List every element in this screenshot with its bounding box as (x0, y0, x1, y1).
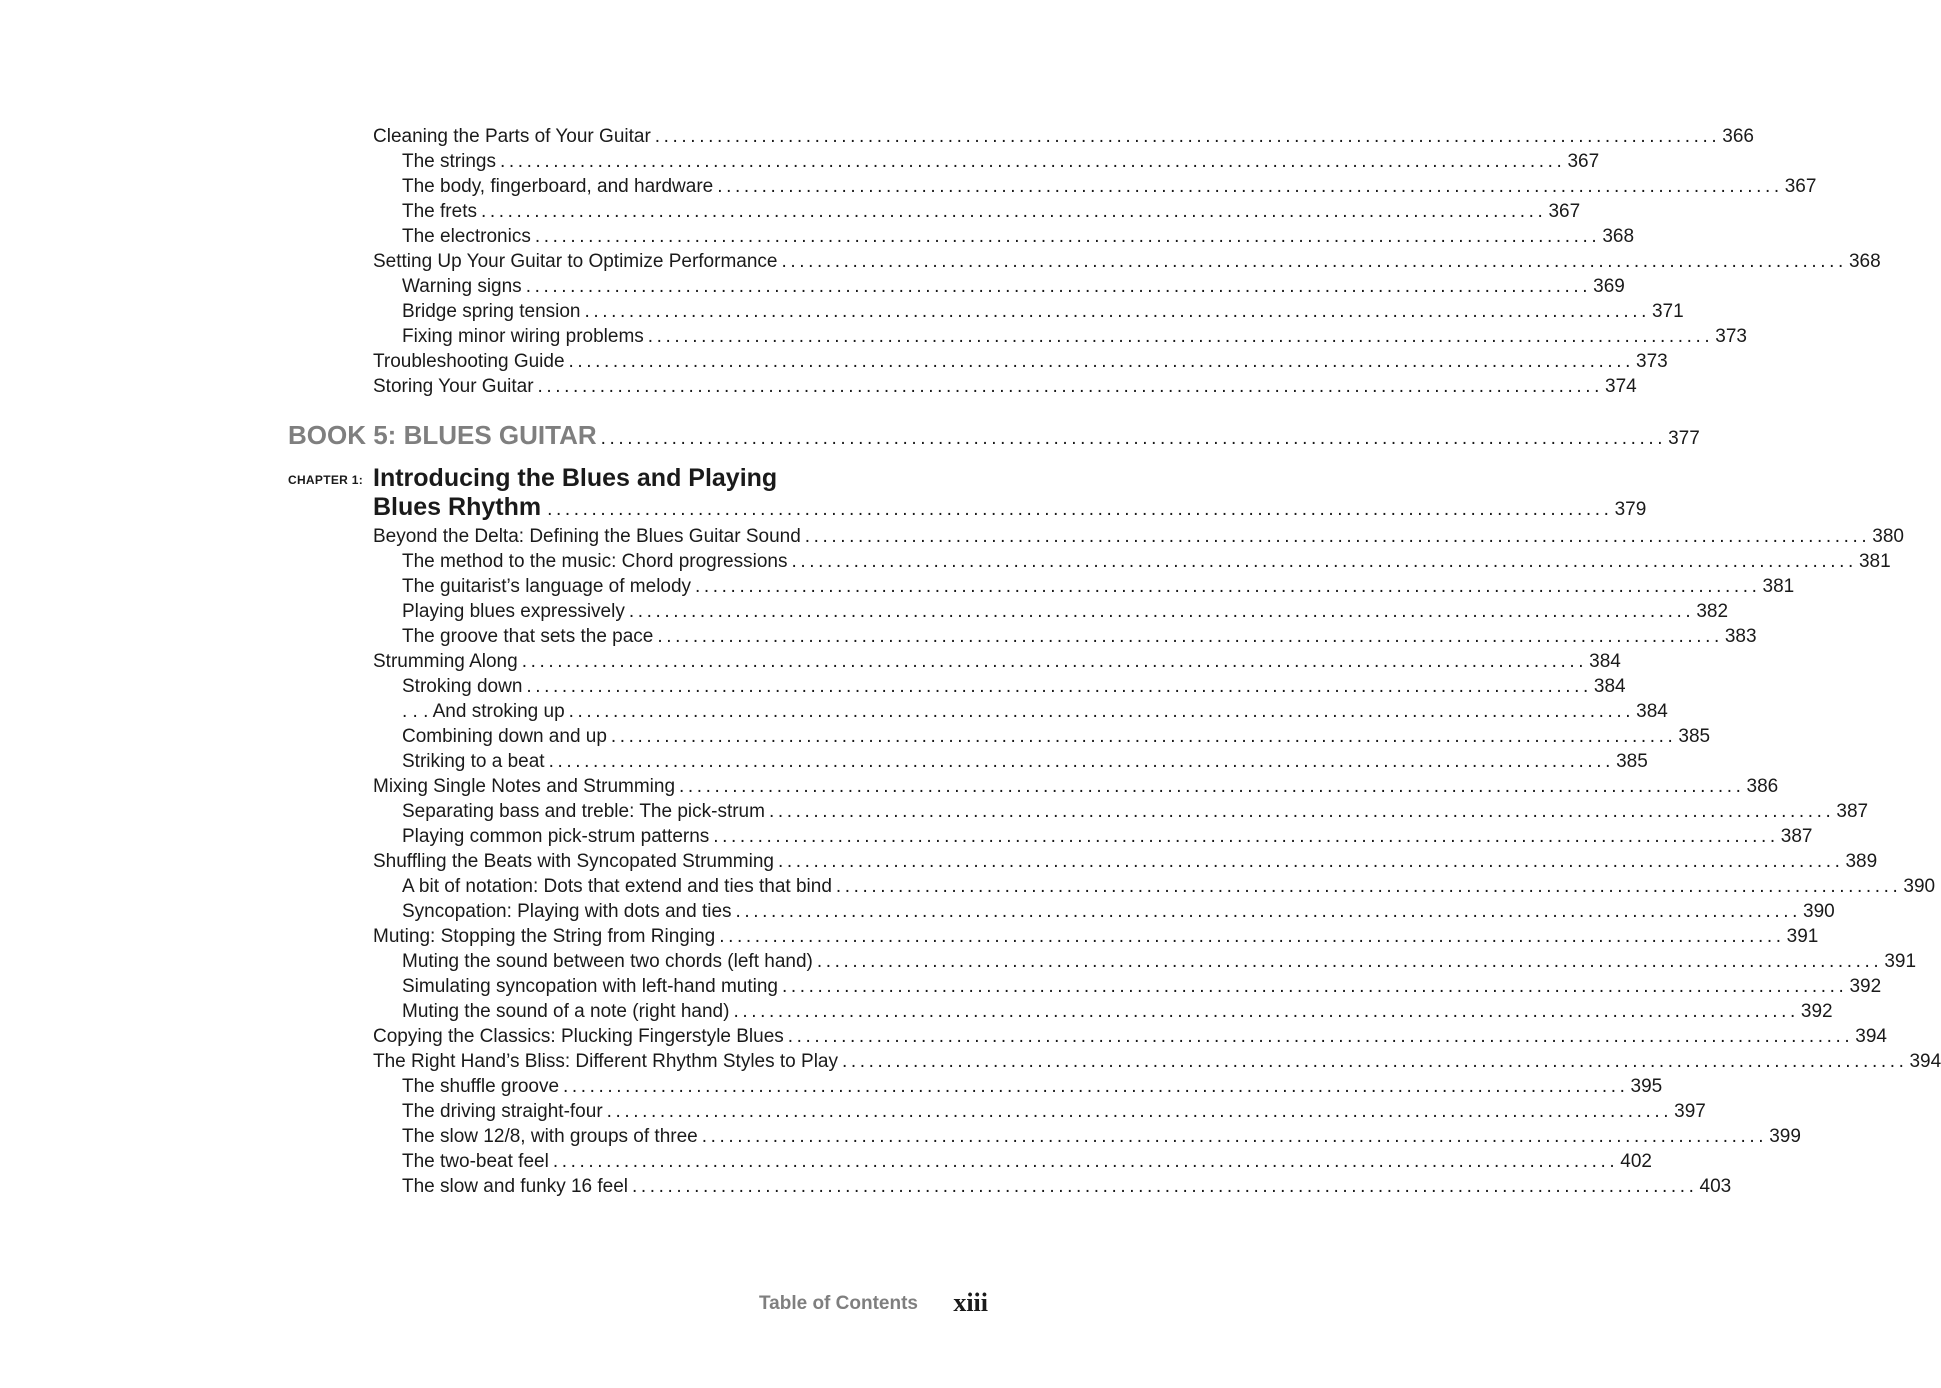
toc-entry-page: 387 (1780, 826, 1813, 847)
toc-entry-label: The guitarist’s language of melody (402, 576, 692, 597)
toc-entry-page: 367 (1567, 151, 1600, 172)
toc-entry[interactable] (402, 999, 1833, 1024)
book-heading[interactable] (288, 418, 1700, 452)
toc-entry-label: Syncopation: Playing with dots and ties (402, 901, 732, 922)
dot-leader: ........................................................................................................................ (534, 226, 1601, 247)
dot-leader: ........................................................................................................................ (781, 976, 1848, 997)
toc-entry-label: Copying the Classics: Plucking Fingerstyle Blues (373, 1026, 784, 1047)
toc-entry-page: 390 (1803, 901, 1835, 922)
dot-leader: ........................................................................................................................ (791, 551, 1857, 572)
book-heading-label: BOOK 5: BLUES GUITAR (288, 420, 597, 450)
dot-leader: ........................................................................................................................ (628, 601, 1695, 622)
toc-entry-page: 369 (1593, 276, 1625, 297)
toc-entry-page: 373 (1636, 351, 1668, 372)
toc-entry-label: Muting the sound between two chords (left hand) (402, 951, 813, 972)
toc-entry[interactable] (373, 374, 1637, 399)
dot-leader: ........................................................................................................................ (552, 1151, 1619, 1172)
toc-entry[interactable] (402, 824, 1813, 849)
dot-leader: ........................................................................................................................ (713, 826, 1779, 847)
toc-entry-label: Playing blues expressively (402, 601, 625, 622)
toc-entry[interactable] (402, 1174, 1732, 1199)
dot-leader: ........................................................................................................................ (735, 901, 1801, 922)
toc-entry[interactable] (402, 1074, 1663, 1099)
toc-entry[interactable] (373, 924, 1819, 949)
toc-entry-label: The shuffle groove (402, 1076, 560, 1097)
dot-leader: ........................................................................................................................ (657, 626, 1723, 647)
toc-entry-page: 367 (1784, 176, 1817, 197)
toc-entry-label: Troubleshooting Guide (373, 351, 565, 372)
dot-leader: ........................................................................................................................ (610, 726, 1677, 747)
toc-entry-page: 383 (1724, 626, 1757, 647)
dot-leader: ........................................................................................................................ (537, 376, 1604, 397)
toc-entry[interactable] (402, 674, 1626, 699)
toc-entry-label: Muting the sound of a note (right hand) (402, 1001, 730, 1022)
dot-leader: ........................................................................................................................ (525, 276, 1592, 297)
toc-entry-page: 391 (1786, 926, 1819, 947)
dot-leader: ........................................................................................................................ (679, 776, 1745, 797)
toc-entry[interactable] (373, 249, 1881, 274)
dot-leader: ........................................................................................................................ (733, 1001, 1799, 1022)
book-heading-page: 377 (1668, 428, 1700, 449)
toc-entry-label: . . . And stroking up (402, 701, 565, 722)
dot-leader: ........................................................................................................................ (835, 876, 1902, 897)
toc-entry-label: Simulating syncopation with left-hand muting (402, 976, 778, 997)
dot-leader: ........................................................................................................................ (547, 499, 1613, 520)
toc-entry[interactable] (402, 1149, 1652, 1174)
dot-leader: ........................................................................................................................ (632, 1176, 1698, 1197)
chapter-page: 379 (1614, 499, 1647, 520)
toc-entry-label: Strumming Along (373, 651, 518, 672)
toc-entry[interactable] (402, 899, 1835, 924)
toc-entry-page: 367 (1548, 201, 1581, 222)
toc-entry[interactable] (402, 749, 1648, 774)
toc-entry[interactable] (373, 524, 1904, 549)
toc-entry-page: 397 (1674, 1101, 1706, 1122)
dot-leader: ........................................................................................................................ (719, 926, 1785, 947)
dot-leader: ........................................................................................................................ (647, 326, 1714, 347)
toc-entry-label: Bridge spring tension (402, 301, 581, 322)
dot-leader: ........................................................................................................................ (521, 651, 1588, 672)
dot-leader: ........................................................................................................................ (568, 351, 1634, 372)
toc-entry-page: 403 (1699, 1176, 1732, 1197)
dot-leader: ........................................................................................................................ (701, 1126, 1768, 1147)
toc-entry-label: The slow and funky 16 feel (402, 1176, 629, 1197)
dot-leader: ........................................................................................................................ (781, 251, 1847, 272)
toc-entry-page: 385 (1616, 751, 1648, 772)
toc-entry-page: 384 (1589, 651, 1621, 672)
toc-entry-page: 394 (1909, 1051, 1941, 1072)
toc-entry[interactable] (402, 274, 1625, 299)
toc-entry[interactable] (402, 199, 1581, 224)
dot-leader: ........................................................................................................................ (480, 201, 1547, 222)
toc-entry-label: Beyond the Delta: Defining the Blues Guitar Sound (373, 526, 801, 547)
toc-entry-page: 380 (1872, 526, 1904, 547)
toc-entry-label: The body, fingerboard, and hardware (402, 176, 714, 197)
toc-entry[interactable] (373, 124, 1754, 149)
dot-leader: ........................................................................................................................ (717, 176, 1783, 197)
toc-entry-page: 395 (1630, 1076, 1663, 1097)
toc-entry-label: The strings (402, 151, 496, 172)
toc-entry-page: 381 (1762, 576, 1795, 597)
toc-entry[interactable] (402, 149, 1600, 174)
toc-entry-page: 373 (1715, 326, 1747, 347)
toc-entry[interactable] (402, 549, 1891, 574)
dot-leader: ........................................................................................................................ (548, 751, 1615, 772)
toc-entry-label: Mixing Single Notes and Strumming (373, 776, 676, 797)
toc-entry[interactable] (402, 799, 1869, 824)
toc-entry-page: 392 (1849, 976, 1882, 997)
dot-leader: ........................................................................................................................ (778, 851, 1844, 872)
toc-entry-label: Fixing minor wiring problems (402, 326, 644, 347)
toc-entry-page: 371 (1651, 301, 1684, 322)
toc-entry[interactable] (373, 649, 1621, 674)
toc-entry-label: Combining down and up (402, 726, 607, 747)
toc-entry-page: 399 (1769, 1126, 1801, 1147)
toc-entry-page: 391 (1884, 951, 1917, 972)
toc-entry-label: Shuffling the Beats with Syncopated Strumming (373, 851, 774, 872)
toc-entry[interactable] (402, 724, 1711, 749)
dot-leader: ........................................................................................................................ (563, 1076, 1629, 1097)
toc-entry[interactable] (402, 1099, 1706, 1124)
toc-entry-page: 381 (1858, 551, 1891, 572)
dot-leader: ........................................................................................................................ (499, 151, 1566, 172)
toc-entry[interactable] (373, 1024, 1887, 1049)
toc-entry-page: 389 (1845, 851, 1878, 872)
toc-entry-label: Stroking down (402, 676, 523, 697)
dot-leader: ........................................................................................................................ (816, 951, 1883, 972)
chapter-title-line2-row[interactable] (373, 491, 1647, 523)
dot-leader: ........................................................................................................................ (787, 1026, 1854, 1047)
toc-entry[interactable] (402, 599, 1729, 624)
toc-entry[interactable] (402, 699, 1668, 724)
toc-entry-label: Muting: Stopping the String from Ringing (373, 926, 716, 947)
toc-entry-page: 374 (1605, 376, 1637, 397)
toc-entry[interactable] (373, 774, 1779, 799)
toc-entry-label: The slow 12/8, with groups of three (402, 1126, 698, 1147)
toc-entry[interactable] (402, 949, 1917, 974)
toc-entry-page: 382 (1696, 601, 1729, 622)
toc-entry[interactable] (402, 299, 1684, 324)
toc-entry-label: Playing common pick-strum patterns (402, 826, 710, 847)
toc-entry-label: Separating bass and treble: The pick-strum (402, 801, 765, 822)
toc-entry-label: Storing Your Guitar (373, 376, 534, 397)
toc-entry-label: Striking to a beat (402, 751, 545, 772)
toc-entry[interactable] (402, 574, 1795, 599)
dot-leader: ........................................................................................................................ (804, 526, 1871, 547)
toc-entry-page: 385 (1678, 726, 1711, 747)
toc-entry[interactable] (373, 1049, 1941, 1074)
toc-entry[interactable] (402, 174, 1817, 199)
chapter-title-line1[interactable]: Introducing the Blues and Playing (373, 464, 778, 492)
toc-entry[interactable] (402, 874, 1936, 899)
toc-entry-label: The electronics (402, 226, 531, 247)
toc-entry[interactable] (402, 974, 1882, 999)
toc-entry-page: 402 (1620, 1151, 1652, 1172)
chapter-label: CHAPTER 1: (288, 473, 364, 487)
toc-entry-label: Setting Up Your Guitar to Optimize Performance (373, 251, 778, 272)
toc-entry-label: The groove that sets the pace (402, 626, 654, 647)
toc-entry-page: 394 (1855, 1026, 1887, 1047)
dot-leader: ........................................................................................................................ (584, 301, 1650, 322)
toc-entry-label: Warning signs (402, 276, 522, 297)
dot-leader: ........................................................................................................................ (654, 126, 1721, 147)
toc-entry-page: 366 (1722, 126, 1754, 147)
toc-entry[interactable] (402, 324, 1747, 349)
toc-entry-page: 392 (1800, 1001, 1833, 1022)
dot-leader: ........................................................................................................................ (568, 701, 1635, 722)
dot-leader: ........................................................................................................................ (526, 676, 1592, 697)
running-footer-title: Table of Contents (758, 1293, 918, 1314)
toc-entry-label: The method to the music: Chord progressions (402, 551, 788, 572)
page-number: xiii (953, 1288, 988, 1317)
toc-entry-label: A bit of notation: Dots that extend and ties that bind (402, 876, 832, 897)
toc-entry-page: 384 (1593, 676, 1626, 697)
toc-entry-label: The driving straight-four (402, 1101, 603, 1122)
toc-entry-label: Cleaning the Parts of Your Guitar (373, 126, 651, 147)
toc-entry-label: The frets (402, 201, 477, 222)
toc-entry-page: 386 (1746, 776, 1779, 797)
toc-entry-page: 368 (1602, 226, 1635, 247)
toc-entry-page: 368 (1848, 251, 1881, 272)
toc-entry[interactable] (402, 224, 1635, 249)
dot-leader: ........................................................................................................................ (606, 1101, 1673, 1122)
toc-entry[interactable] (402, 624, 1757, 649)
toc-entry-label: The two-beat feel (402, 1151, 549, 1172)
toc-entry-page: 387 (1836, 801, 1869, 822)
chapter-title-line2: Blues Rhythm (373, 493, 542, 521)
toc-entry-page: 390 (1903, 876, 1936, 897)
toc-entry[interactable] (373, 349, 1668, 374)
toc-entry-label: The Right Hand’s Bliss: Different Rhythm Styles to Play (373, 1051, 838, 1072)
toc-entry-page: 384 (1636, 701, 1668, 722)
dot-leader: ........................................................................................................................ (695, 576, 1761, 597)
dot-leader: ........................................................................................................................ (768, 801, 1835, 822)
toc-entry[interactable] (402, 1124, 1801, 1149)
toc-entry[interactable] (373, 849, 1878, 874)
dot-leader: ........................................................................................................................ (842, 1051, 1908, 1072)
dot-leader: ........................................................................................................................ (600, 428, 1667, 449)
